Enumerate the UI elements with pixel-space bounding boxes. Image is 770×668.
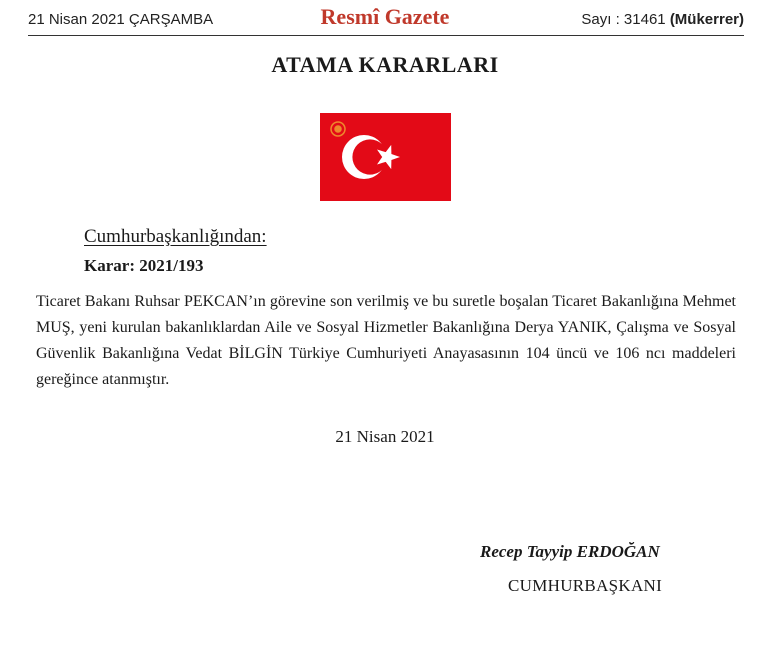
- decision-number: Karar: 2021/193: [84, 256, 204, 275]
- signer-name: Recep Tayyip ERDOĞAN: [480, 542, 660, 561]
- decision-date: 21 Nisan 2021: [335, 427, 435, 446]
- issue-suffix: (Mükerrer): [669, 11, 744, 28]
- decision-text: Ticaret Bakanı Ruhsar PEKCAN’ın görevine son verilmiş ve bu suretle boşalan Ticaret Bakanlığına Mehmet MUŞ, yeni kurulan bakanlıklardan Aile ve Sosyal Hizmetler Bakanlığına Derya YANIK, Çalışma ve Sosyal Güvenlik Bakanlığına Vedat BİLGİN Türkiye Cumhuriyeti Anayasasının 104 üncü ve 106 ncı maddeleri gereğince atanmıştır.: [36, 293, 736, 388]
- section-title: ATAMA KARARLARI: [271, 52, 499, 77]
- header-divider: [28, 35, 744, 36]
- issuing-authority: Cumhurbaşkanlığından:: [84, 226, 267, 247]
- signer-title: CUMHURBAŞKANI: [508, 576, 663, 595]
- issue-number: [581, 11, 744, 28]
- publication-title: Resmî Gazete: [320, 4, 450, 29]
- header-date: 21 Nisan 2021 ÇARŞAMBA: [28, 11, 214, 28]
- turkish-flag-icon: [320, 113, 451, 201]
- issue-prefix: Sayı : 31461: [581, 11, 666, 28]
